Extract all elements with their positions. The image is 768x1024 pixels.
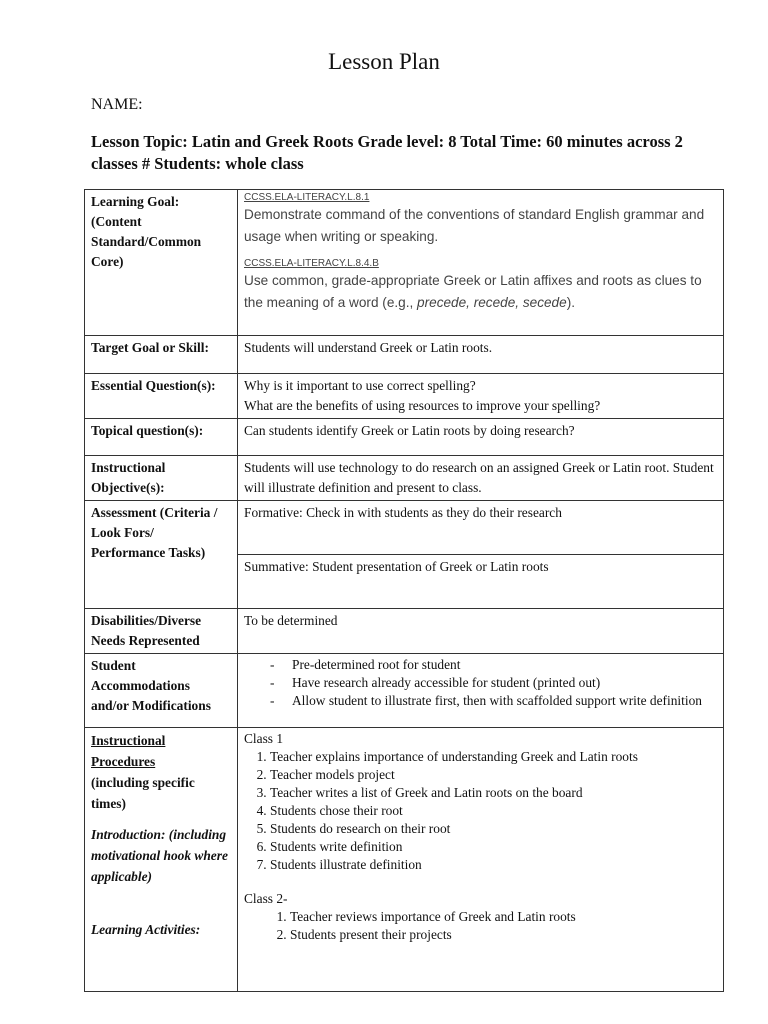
learning-goal-content [238,190,724,336]
topical-question-label: Topical question(s): [85,419,238,456]
class-2-steps [244,908,717,944]
standard-text [244,270,717,314]
accommodations-list [244,656,717,710]
list-item: - Pre-determined root for student [292,656,717,674]
table-row [85,654,724,728]
essential-question: Why is it important to use correct spelling? [244,378,476,393]
assessment-label: Assessment (Criteria / Look Fors/ Performance Tasks) [85,501,238,609]
learning-activities-label: Learning Activities: [91,922,201,937]
learning-goal-label: Learning Goal: (Content Standard/Common Core) [85,190,238,336]
target-goal-text: Students will understand Greek or Latin roots. [238,336,724,374]
lesson-plan-table [84,189,724,992]
list-item: 1. Teacher reviews importance of Greek and Latin roots [290,908,717,926]
summative-assessment: Summative: Student presentation of Greek or Latin roots [238,555,724,609]
formative-assessment: Formative: Check in with students as they do their research [238,501,724,555]
procedures-label [85,728,238,992]
disabilities-text: To be determined [238,609,724,654]
standard-code-link[interactable]: CCSS.ELA-LITERACY.L.8.4.B [244,258,379,269]
table-row [85,374,724,419]
lesson-topic-line: Lesson Topic: Latin and Greek Roots Grade level: 8 Total Time: 60 minutes across 2 classes # Students: whole class [91,132,683,173]
class-1-heading: Class 1 [244,731,284,746]
class-1-steps [244,748,717,874]
accommodations-label: Student Accommodations and/or Modifications [85,654,238,728]
name-label: NAME: [91,96,143,113]
procedures-content [238,728,724,992]
target-goal-label: Target Goal or Skill: [85,336,238,374]
list-item: 2. Students present their projects [290,926,717,944]
table-row [85,501,724,555]
standard-text-part: ). [566,295,575,310]
list-item: 5. Students do research on their root [270,820,717,838]
table-row [85,336,724,374]
table-row [85,190,724,336]
list-item: 2. Teacher models project [270,766,717,784]
procedures-subtitle: (including specific times) [91,775,195,811]
table-row [85,728,724,992]
list-item: 1. Teacher explains importance of understanding Greek and Latin roots [270,748,717,766]
standard-code-link[interactable]: CCSS.ELA-LITERACY.L.8.1 [244,192,370,203]
list-item: 3. Teacher writes a list of Greek and Latin roots on the board [270,784,717,802]
objective-label: Instructional Objective(s): [85,456,238,501]
essential-questions [238,374,724,419]
standard-text-part: Use common, grade-appropriate Greek or Latin affixes and roots as clues to the meaning of a word (e.g., [244,273,702,310]
class-2-heading: Class 2- [244,891,288,906]
introduction-label: Introduction: (including motivational hook where applicable) [91,827,228,884]
accommodations-list-cell [238,654,724,728]
list-item: 6. Students write definition [270,838,717,856]
table-row [85,456,724,501]
list-item: 7. Students illustrate definition [270,856,717,874]
disabilities-label: Disabilities/Diverse Needs Represented [85,609,238,654]
essential-question: What are the benefits of using resources to improve your spelling? [244,398,601,413]
standard-examples: precede, recede, secede [417,295,567,310]
standard-text: Demonstrate command of the conventions of standard English grammar and usage when writing or speaking. [244,207,705,244]
procedures-title: Instructional Procedures [91,733,166,769]
list-item: 4. Students chose their root [270,802,717,820]
topical-question-text: Can students identify Greek or Latin roots by doing research? [238,419,724,456]
list-item: - Have research already accessible for student (printed out) [292,674,717,692]
page-title: Lesson Plan [328,49,440,74]
list-item: - Allow student to illustrate first, then with scaffolded support write definition [292,692,717,710]
essential-question-label: Essential Question(s): [85,374,238,419]
table-row [85,609,724,654]
objective-text: Students will use technology to do research on an assigned Greek or Latin root. Student will illustrate definition and present to class. [238,456,724,501]
table-row [85,419,724,456]
